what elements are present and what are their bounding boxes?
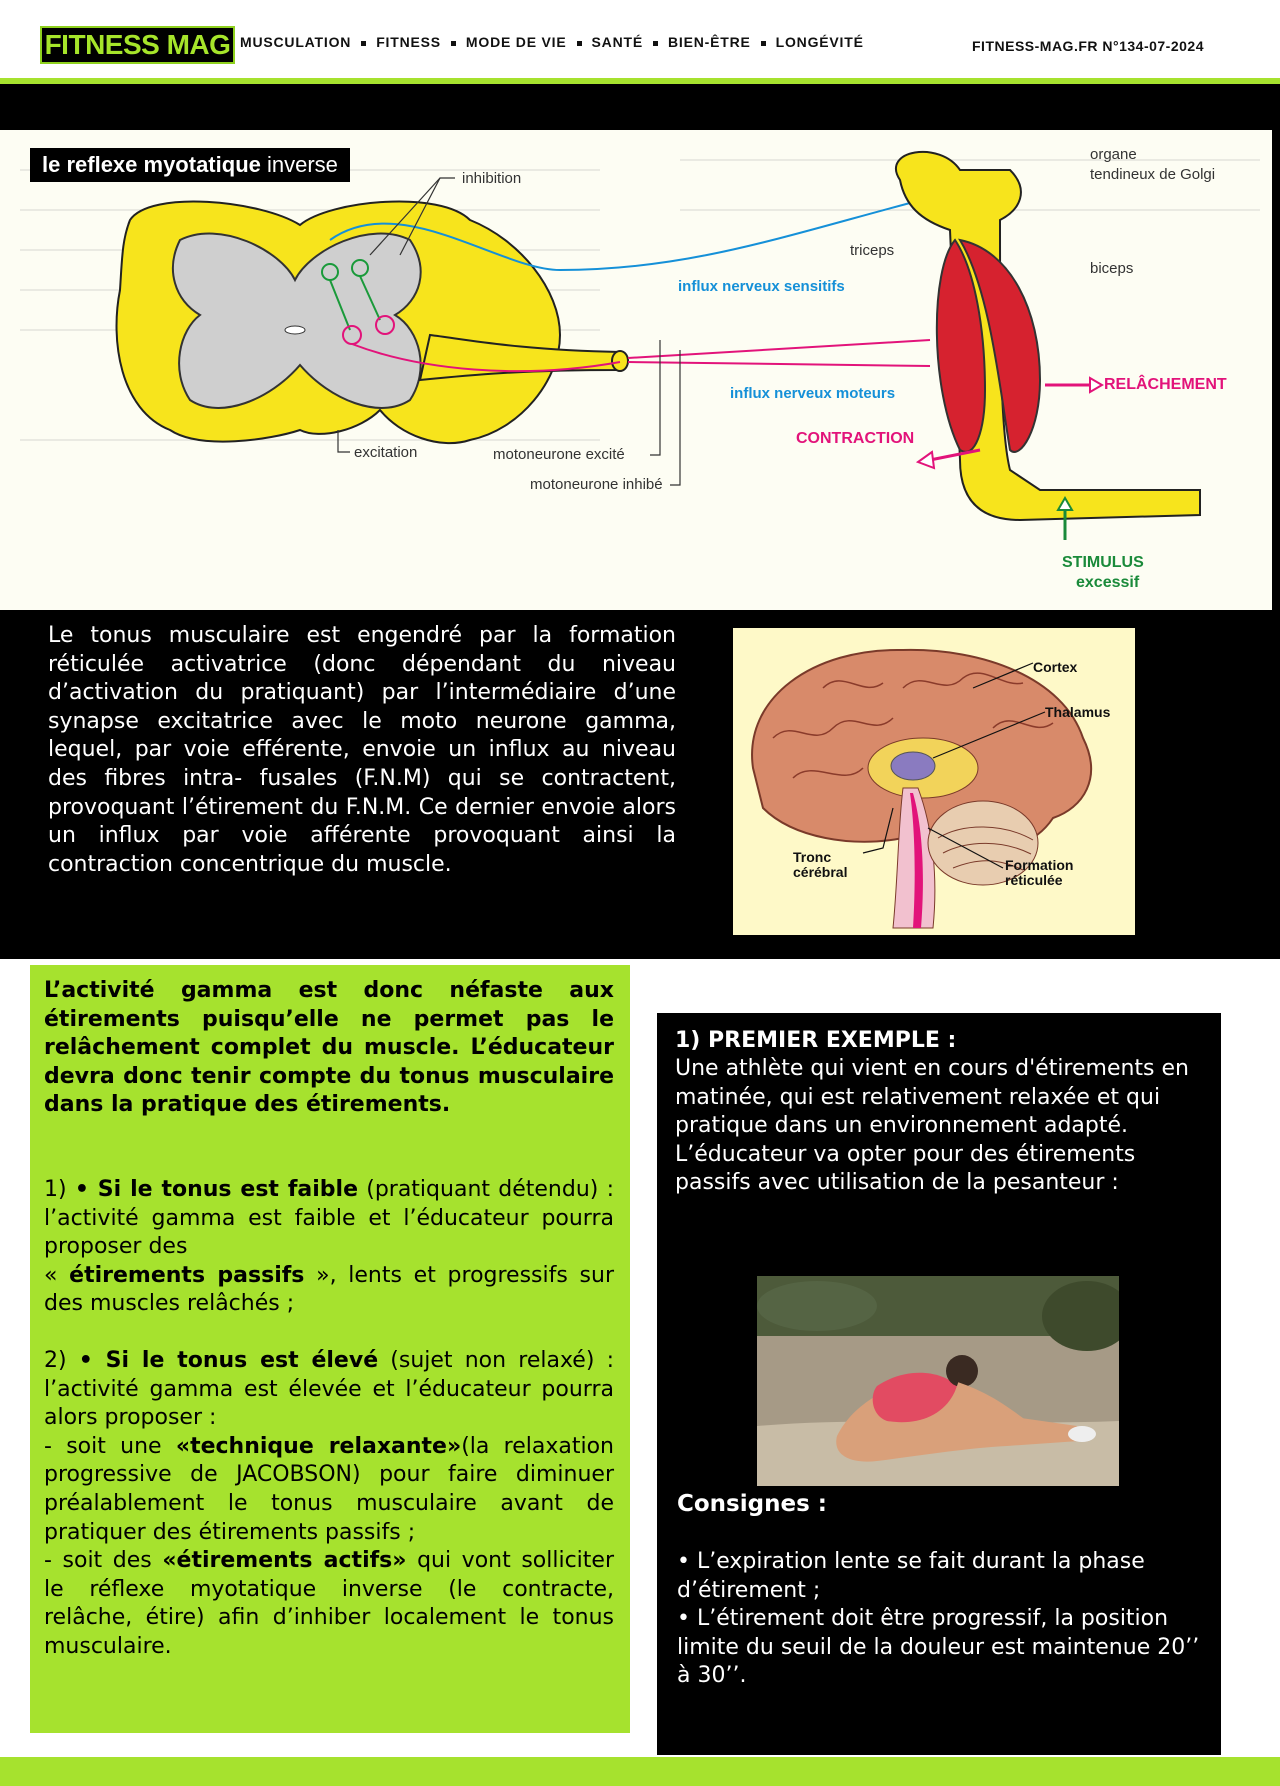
nav-separator xyxy=(451,41,456,46)
label-motoneurone-excite: motoneurone excité xyxy=(493,446,625,463)
label-inhibition: inhibition xyxy=(462,170,522,187)
brain-label-tronc: Tronc cérébral xyxy=(793,849,848,880)
label-triceps: triceps xyxy=(850,242,895,259)
diagram-title: le reflexe myotatique inverse xyxy=(30,148,350,182)
reflex-diagram-drawing xyxy=(0,130,1272,610)
example-box xyxy=(657,1013,1221,1755)
consigne-item: • L’expiration lente se fait durant la phase d’étirement ; xyxy=(677,1549,1145,1603)
label-influx-moteurs: influx nerveux moteurs xyxy=(730,385,896,402)
label-excitation: excitation xyxy=(354,444,418,461)
consigne-item: • L’étirement doit être progressif, la position limite du seuil de la douleur est maintenue 20’’ à 30’’. xyxy=(677,1606,1200,1689)
consignes-title: Consignes : xyxy=(677,1491,827,1517)
nav-item-mode-de-vie[interactable]: MODE DE VIE xyxy=(465,34,567,50)
brain-label-cortex: Cortex xyxy=(1033,659,1078,675)
label-excessif: excessif xyxy=(1076,574,1140,591)
stretching-photo xyxy=(757,1276,1119,1486)
nav-separator xyxy=(361,41,366,46)
brain-diagram xyxy=(733,628,1135,935)
example-text: Une athlète qui vient en cours d'étirements en matinée, qui est relativement relaxée et qui pratique dans un environnement adapté. L’éducateur va opter pour des étirements passifs avec utilisation de la pesanteur : xyxy=(675,1056,1189,1196)
tonus-faible-item: 1) • Si le tonus est faible (pratiquant détendu) : l’activité gamma est faible et l’éducateur pourra proposer des « étirements passifs », lents et progressifs sur des muscles relâchés ; xyxy=(44,1176,614,1317)
nav-item-longevite[interactable]: LONGÉVITÉ xyxy=(775,34,864,50)
nav-item-fitness[interactable]: FITNESS xyxy=(376,34,441,50)
section-nav xyxy=(240,34,864,50)
nav-separator xyxy=(761,41,766,46)
gamma-activity-box xyxy=(30,965,630,1733)
nav-separator xyxy=(653,41,658,46)
label-influx-sensitifs: influx nerveux sensitifs xyxy=(678,278,845,295)
etirements-actifs-item: - soit des «étirements actifs» qui vont solliciter le réflexe myotatique inverse (le contracte, relâche, étire) afin d’inhiber localement le tonus musculaire. xyxy=(44,1548,614,1659)
label-motoneurone-inhibe: motoneurone inhibé xyxy=(530,476,663,493)
label-stimulus: STIMULUS xyxy=(1062,554,1144,571)
technique-relaxante-item: - soit une «technique relaxante»(la relaxation progressive de JACOBSON) pour faire diminuer préalablement le tonus musculaire avant de pratiquer des étirements passifs ; xyxy=(44,1433,614,1545)
consignes-list xyxy=(677,1548,1207,1691)
intro-paragraph: Le tonus musculaire est engendré par la formation réticulée activatrice (donc dépendant du niveau d’activation du pratiquant) par l’intermédiaire d’une synapse excitatrice avec le moto neurone gamma, lequel, par voie efférente, envoie un influx au niveau des fibres intra- fusales (F.N.M) qui se contractent, provoquant l’étirement du F.N.M. Ce dernier envoie alors un influx par voie afférente provoquant ainsi la contraction concentrique du muscle. xyxy=(48,623,676,877)
reflex-diagram xyxy=(0,130,1272,610)
page-footer-bar xyxy=(0,1757,1280,1786)
page-header xyxy=(0,0,1280,78)
label-relachement: RELÂCHEMENT xyxy=(1104,376,1227,393)
gamma-lead: L’activité gamma est donc néfaste aux étirements puisqu’elle ne permet pas le relâchement complet du muscle. L’éducateur devra donc tenir compte du tonus musculaire dans la pratique des étirements. xyxy=(44,978,614,1118)
label-contraction: CONTRACTION xyxy=(796,430,915,447)
example-title: 1) PREMIER EXEMPLE : xyxy=(675,1028,957,1053)
tonus-eleve-item: 2) • Si le tonus est élevé (sujet non relaxé) : l’activité gamma est élevée et l’éducateur pourra alors proposer : xyxy=(44,1347,615,1431)
issue-number: FITNESS-MAG.FR N°134-07-2024 xyxy=(972,38,1204,54)
nav-separator xyxy=(577,41,582,46)
label-golgi: tendineux de Golgi xyxy=(1090,166,1216,183)
label-organe: organe xyxy=(1090,146,1137,163)
stretching-photo-drawing xyxy=(757,1276,1119,1486)
magazine-logo[interactable]: FITNESS MAG xyxy=(40,26,235,64)
nav-item-bien-etre[interactable]: BIEN-ÊTRE xyxy=(667,34,751,50)
brain-label-thalamus: Thalamus xyxy=(1045,704,1111,720)
label-biceps: biceps xyxy=(1090,260,1134,277)
brain-label-formation: Formation réticulée xyxy=(1005,857,1074,888)
nav-item-sante[interactable]: SANTÉ xyxy=(591,34,643,50)
nav-item-musculation[interactable]: MUSCULATION xyxy=(240,34,352,50)
